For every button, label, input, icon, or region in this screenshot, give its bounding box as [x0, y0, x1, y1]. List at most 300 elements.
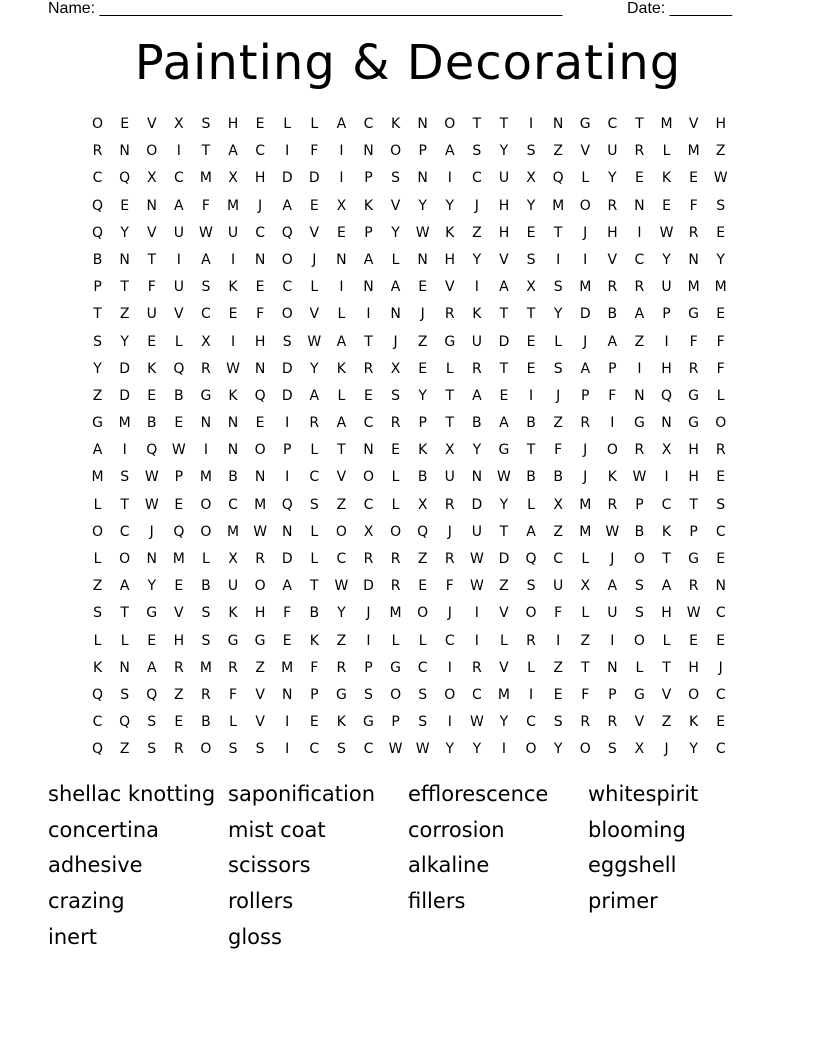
grid-letter: N [254, 469, 266, 486]
grid-letter: I [339, 279, 344, 296]
grid-letter: R [634, 143, 645, 160]
grid-letter: X [444, 442, 455, 459]
grid-letter: E [716, 224, 726, 241]
grid-letter: L [662, 143, 671, 160]
grid-letter: G [200, 387, 212, 404]
grid-letter: R [688, 224, 699, 241]
puzzle-title: Painting & Decorating [134, 35, 682, 91]
grid-letter: N [417, 116, 428, 132]
grid-letter: R [688, 578, 699, 595]
grid-letter: O [254, 442, 266, 459]
grid-letter: O [362, 469, 374, 486]
grid-letter: O [688, 686, 700, 703]
grid-letter: U [498, 170, 510, 187]
grid-letter: D [308, 170, 320, 187]
grid-letter: C [363, 415, 374, 432]
grid-letter: F [554, 605, 563, 622]
grid-letter: U [607, 143, 618, 160]
grid-letter: J [474, 197, 479, 214]
word-list-item: adhesive [48, 853, 143, 878]
grid-letter: I [230, 251, 236, 268]
grid-letter: G [688, 415, 700, 432]
grid-letter: L [93, 496, 102, 513]
grid-letter: C [92, 170, 103, 187]
word-list-item: rollers [228, 889, 294, 914]
grid-letter: H [254, 170, 266, 187]
grid-letter: L [120, 632, 129, 649]
grid-letter: Y [310, 360, 319, 377]
grid-letter: U [553, 578, 564, 595]
grid-letter: M [660, 116, 673, 132]
grid-letter: B [607, 306, 618, 323]
grid-letter: D [119, 360, 131, 377]
grid-letter: Y [499, 714, 509, 731]
grid-letter: L [527, 659, 535, 676]
grid-letter: Q [552, 170, 564, 187]
grid-letter: Q [661, 387, 673, 404]
grid-letter: R [526, 632, 536, 649]
grid-letter: L [445, 360, 454, 377]
grid-letter: H [661, 605, 672, 622]
grid-letter: O [579, 197, 591, 214]
grid-letter: F [310, 659, 319, 676]
grid-letter: B [472, 415, 482, 432]
grid-letter: R [444, 496, 455, 513]
grid-letter: Z [174, 686, 184, 703]
grid-letter: T [635, 116, 644, 132]
grid-letter: C [255, 143, 265, 160]
grid-letter: E [255, 279, 265, 296]
grid-letter: P [391, 714, 400, 731]
grid-letter: W [334, 578, 349, 595]
grid-letter: Q [254, 387, 266, 404]
grid-letter: L [716, 387, 725, 404]
grid-letter: K [228, 279, 238, 296]
grid-letter: G [92, 415, 103, 432]
grid-letter: P [608, 686, 617, 703]
grid-letter: Z [499, 578, 509, 595]
grid-letter: R [92, 143, 103, 160]
grid-letter: R [444, 306, 455, 323]
grid-letter: R [580, 714, 591, 731]
grid-letter: S [526, 251, 536, 268]
grid-letter: E [174, 496, 184, 513]
grid-letter: D [119, 387, 131, 404]
grid-letter: Y [499, 143, 509, 160]
grid-letter: L [337, 387, 346, 404]
grid-letter: C [526, 714, 536, 731]
word-list-item: mist coat [228, 817, 326, 842]
grid-letter: R [607, 714, 618, 731]
grid-letter: H [688, 659, 699, 676]
grid-letter: C [309, 741, 320, 758]
grid-letter: P [418, 415, 427, 432]
grid-letter: R [607, 496, 618, 513]
grid-letter: T [445, 387, 455, 404]
grid-letter: I [556, 251, 561, 268]
grid-letter: N [200, 415, 212, 432]
grid-letter: P [689, 523, 698, 540]
grid-letter: H [173, 632, 185, 649]
grid-letter: T [120, 605, 129, 622]
grid-letter: L [662, 632, 671, 649]
grid-letter: U [607, 605, 618, 622]
grid-letter: C [661, 496, 672, 513]
grid-letter: W [632, 469, 647, 486]
grid-letter: D [579, 306, 591, 323]
grid-letter: L [202, 551, 210, 567]
grid-letter: C [715, 741, 726, 758]
grid-letter: G [688, 387, 700, 404]
grid-letter: R [336, 659, 347, 676]
grid-letter: D [281, 387, 293, 404]
grid-letter: N [119, 659, 130, 676]
grid-letter: O [579, 741, 591, 758]
grid-letter: R [390, 551, 401, 567]
grid-letter: M [687, 279, 700, 296]
grid-letter: E [634, 170, 644, 187]
grid-letter: Q [119, 170, 131, 187]
grid-letter: J [447, 523, 452, 540]
grid-letter: L [391, 469, 400, 486]
grid-letter: E [364, 387, 373, 404]
grid-letter: Z [119, 741, 130, 758]
grid-letter: C [553, 551, 564, 567]
grid-letter: M [552, 197, 565, 214]
grid-letter: J [583, 442, 588, 459]
grid-letter: Q [281, 224, 293, 241]
grid-letter: J [583, 469, 588, 486]
grid-letter: R [607, 279, 618, 296]
grid-letter: D [498, 551, 510, 567]
grid-letter: A [228, 143, 238, 160]
grid-letter: W [659, 224, 674, 241]
grid-letter: V [174, 306, 184, 323]
grid-letter: E [689, 632, 699, 649]
grid-letter: S [336, 741, 346, 758]
grid-letter: H [498, 224, 510, 241]
grid-letter: E [716, 714, 726, 731]
grid-letter: P [364, 224, 373, 241]
grid-letter: S [201, 605, 211, 622]
grid-letter: S [553, 360, 563, 377]
grid-letter: B [634, 523, 645, 540]
grid-letter: Z [580, 632, 591, 649]
grid-letter: T [120, 496, 129, 513]
grid-letter: M [389, 605, 402, 622]
grid-letter: Z [553, 523, 563, 540]
grid-letter: R [634, 442, 645, 459]
grid-letter: H [254, 605, 266, 622]
grid-letter: J [366, 605, 371, 622]
word-list [48, 777, 768, 955]
grid-letter: A [526, 523, 536, 540]
grid-letter: H [715, 116, 726, 132]
grid-letter: E [689, 170, 699, 187]
grid-letter: E [309, 714, 319, 731]
grid-letter: R [634, 279, 645, 296]
grid-letter: S [634, 605, 644, 622]
grid-letter: O [200, 523, 212, 540]
grid-letter: Z [92, 387, 103, 404]
grid-letter: T [662, 551, 671, 567]
grid-letter: A [309, 387, 320, 404]
word-list-item: corrosion [408, 817, 505, 842]
grid-letter: Y [418, 197, 427, 214]
grid-letter: Z [336, 496, 347, 513]
grid-letter: A [607, 333, 618, 350]
grid-letter: M [199, 659, 212, 676]
grid-letter: P [364, 170, 373, 187]
grid-letter: L [337, 306, 346, 323]
grid-letter: U [471, 523, 482, 540]
word-list-item: concertina [48, 817, 160, 842]
grid-letter: A [363, 251, 374, 268]
grid-letter: D [498, 333, 510, 350]
grid-letter: W [713, 170, 728, 187]
grid-letter: E [174, 714, 184, 731]
grid-letter: V [146, 116, 157, 132]
grid-letter: Z [119, 306, 130, 323]
grid-letter: T [662, 659, 671, 676]
grid-letter: Z [472, 224, 482, 241]
grid-letter: C [715, 523, 726, 540]
grid-letter: Q [119, 714, 131, 731]
grid-letter: S [228, 741, 238, 758]
grid-letter: V [688, 116, 699, 132]
grid-letter: T [553, 224, 563, 241]
grid-letter: E [418, 578, 428, 595]
grid-letter: C [282, 279, 293, 296]
grid-letter: M [226, 523, 240, 540]
grid-letter: E [716, 469, 726, 486]
grid-letter: O [281, 251, 293, 268]
grid-letter: Q [92, 197, 104, 214]
grid-letter: F [228, 686, 238, 703]
grid-letter: B [201, 714, 211, 731]
grid-letter: J [447, 605, 452, 622]
grid-letter: Q [281, 496, 293, 513]
grid-letter: O [390, 686, 402, 703]
grid-letter: E [174, 415, 184, 432]
grid-letter: A [607, 578, 618, 595]
grid-letter: L [391, 251, 400, 268]
grid-letter: W [253, 523, 268, 540]
grid-letter: Q [525, 551, 537, 567]
grid-letter: G [633, 415, 645, 432]
grid-letter: R [255, 551, 265, 567]
grid-letter: N [227, 415, 239, 432]
grid-letter: O [390, 143, 402, 160]
grid-letter: I [447, 659, 452, 676]
grid-letter: A [444, 143, 455, 160]
grid-letter: B [526, 469, 536, 486]
grid-letter: F [147, 279, 156, 296]
grid-letter: T [147, 251, 157, 268]
grid-letter: Y [337, 605, 346, 622]
grid-letter: R [309, 415, 320, 432]
grid-letter: B [201, 578, 211, 595]
grid-letter: V [255, 686, 265, 703]
grid-letter: C [92, 714, 103, 731]
grid-letter: E [716, 632, 726, 649]
grid-letter: L [581, 605, 590, 622]
grid-letter: L [310, 523, 319, 540]
grid-letter: H [607, 224, 618, 241]
grid-letter: A [336, 116, 347, 132]
grid-letter: S [553, 279, 563, 296]
grid-letter: X [228, 551, 238, 567]
grid-letter: Z [417, 333, 428, 350]
grid-letter: K [607, 469, 617, 486]
grid-letter: I [474, 632, 479, 649]
grid-letter: L [93, 551, 102, 567]
grid-letter: H [661, 360, 672, 377]
grid-letter: C [417, 659, 428, 676]
grid-letter: Z [553, 659, 563, 676]
grid-letter: W [415, 224, 430, 241]
grid-letter: A [499, 279, 509, 296]
grid-letter: W [415, 741, 430, 758]
grid-letter: K [336, 714, 346, 731]
grid-letter: F [201, 197, 210, 214]
grid-letter: B [174, 387, 184, 404]
grid-letter: B [309, 605, 320, 622]
grid-letter: R [390, 415, 401, 432]
grid-letter: T [499, 360, 509, 377]
grid-letter: E [418, 279, 428, 296]
grid-letter: S [391, 387, 401, 404]
grid-letter: S [147, 741, 157, 758]
grid-letter: I [610, 415, 615, 432]
grid-letter: S [418, 686, 428, 703]
grid-letter: O [92, 116, 104, 132]
grid-letter: M [199, 170, 212, 187]
grid-letter: M [254, 496, 267, 513]
grid-letter: L [527, 496, 535, 513]
grid-letter: S [391, 170, 401, 187]
grid-letter: Q [146, 442, 158, 459]
grid-letter: N [634, 197, 645, 214]
grid-letter: O [254, 578, 266, 595]
grid-letter: O [92, 523, 104, 540]
grid-letter: B [228, 469, 238, 486]
grid-letter: E [174, 578, 184, 595]
grid-letter: N [417, 170, 428, 187]
grid-letter: J [556, 387, 561, 404]
grid-letter: N [336, 251, 347, 268]
word-list-item: whitespirit [588, 782, 699, 806]
grid-letter: G [688, 306, 700, 323]
grid-letter: F [581, 686, 590, 703]
grid-letter: N [607, 659, 618, 676]
grid-letter: Z [255, 659, 265, 676]
grid-letter: I [366, 632, 371, 649]
grid-letter: Q [173, 360, 185, 377]
grid-letter: N [227, 442, 239, 459]
grid-letter: F [445, 578, 454, 595]
grid-letter: L [391, 496, 400, 513]
grid-letter: V [390, 197, 401, 214]
grid-letter: P [282, 442, 292, 459]
grid-letter: N [363, 143, 374, 160]
word-list-item: saponification [228, 782, 375, 806]
grid-letter: I [447, 170, 452, 187]
grid-letter: U [173, 279, 184, 296]
grid-letter: T [310, 578, 319, 595]
grid-letter: S [716, 197, 726, 214]
grid-letter: Y [526, 197, 536, 214]
grid-letter: C [715, 686, 726, 703]
grid-letter: S [93, 605, 102, 622]
grid-letter: X [336, 197, 347, 214]
grid-letter: R [201, 686, 211, 703]
grid-letter: R [228, 659, 238, 676]
grid-letter: M [226, 197, 240, 214]
grid-letter: C [201, 306, 211, 323]
grid-letter: Y [608, 170, 617, 187]
grid-letter: I [556, 632, 561, 649]
grid-letter: D [281, 551, 293, 567]
grid-letter: L [581, 170, 590, 187]
grid-letter: C [444, 632, 455, 649]
grid-letter: D [281, 360, 293, 377]
grid-letter: A [472, 387, 482, 404]
grid-letter: Y [120, 224, 129, 241]
grid-letter: A [661, 578, 672, 595]
grid-letter: Y [662, 251, 671, 268]
grid-letter: S [201, 279, 211, 296]
grid-letter: Y [716, 251, 725, 268]
grid-letter: W [497, 469, 511, 486]
grid-letter: I [285, 714, 290, 731]
grid-letter: H [444, 251, 456, 268]
grid-letter: W [199, 224, 213, 241]
grid-letter: Y [499, 496, 509, 513]
grid-letter: Y [472, 442, 482, 459]
grid-letter: N [390, 306, 401, 323]
grid-letter: O [200, 741, 212, 758]
grid-letter: C [715, 605, 726, 622]
grid-letter: S [201, 116, 211, 132]
grid-letter: L [418, 632, 427, 649]
grid-letter: A [634, 306, 645, 323]
grid-letter: E [716, 551, 726, 567]
grid-letter: S [93, 333, 102, 350]
grid-letter: U [227, 578, 239, 595]
grid-letter: S [255, 741, 265, 758]
grid-letter: I [176, 251, 181, 268]
grid-letter: N [281, 686, 293, 703]
grid-letter: O [335, 523, 347, 540]
word-list-item: blooming [588, 817, 686, 842]
grid-letter: G [363, 714, 374, 731]
grid-letter: H [498, 197, 510, 214]
grid-letter: L [581, 551, 590, 567]
grid-letter: P [364, 659, 373, 676]
grid-letter: X [417, 496, 428, 513]
grid-letter: E [716, 306, 726, 323]
grid-letter: S [716, 496, 726, 513]
grid-letter: I [583, 251, 588, 268]
grid-letter: I [285, 415, 290, 432]
grid-letter: T [499, 116, 509, 132]
word-list-item: scissors [228, 853, 311, 878]
grid-letter: E [553, 686, 563, 703]
grid-letter: L [554, 333, 563, 350]
grid-letter: I [339, 170, 344, 187]
grid-letter: N [661, 415, 672, 432]
